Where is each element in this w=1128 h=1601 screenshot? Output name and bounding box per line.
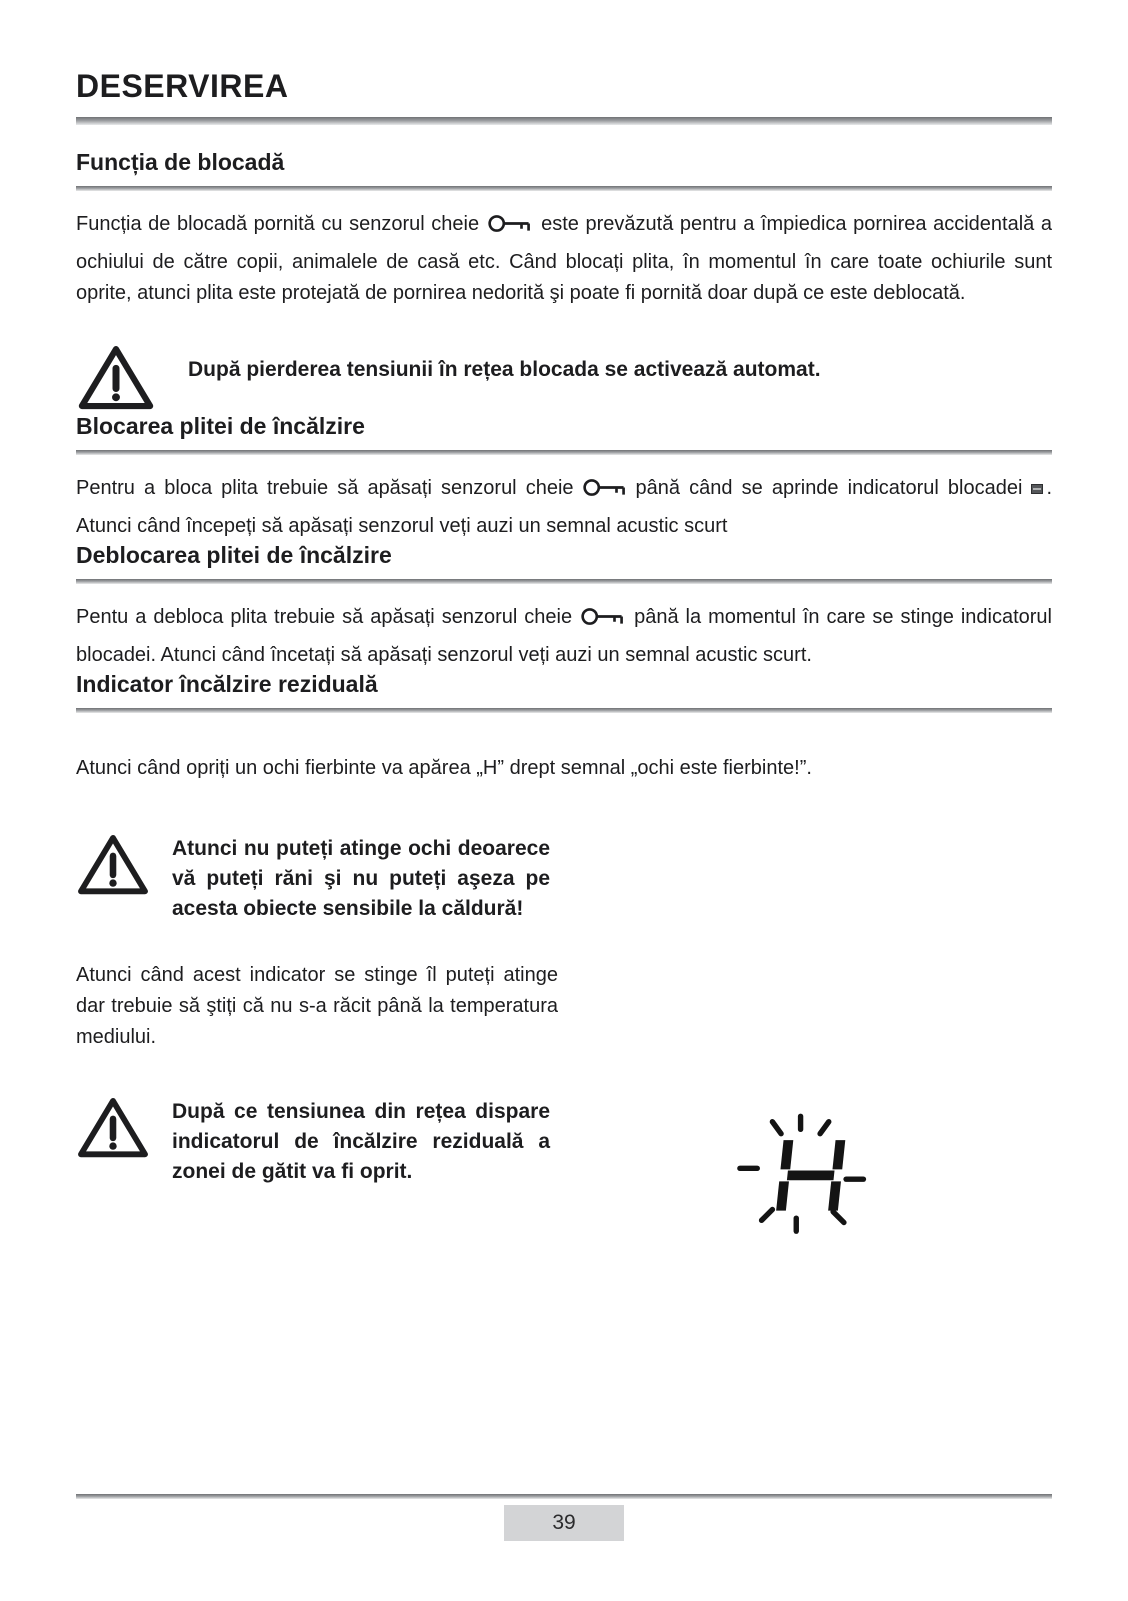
warning-triangle-icon xyxy=(76,832,150,898)
unblocking-paragraph xyxy=(76,602,1052,671)
blocking-paragraph-part1: Pentru a bloca plita trebuie să apăsați senzorul cheie xyxy=(76,477,574,499)
residual-heat-display-icon xyxy=(722,1112,890,1242)
lock-paragraph-part3: Când blocați plita, în momentul în care toate ochiurile sunt oprite, atunci plita este protejată de pornirea nedorită şi poate fi pornită doar după ce este deblocată. xyxy=(76,251,1053,304)
warning-triangle-icon xyxy=(76,343,156,413)
unblocking-paragraph-part2: până la momentul în care se stinge indicatorul blocadei. Atunci când încetați să apăsați senzorul veți auzi un semnal acustic scurt. xyxy=(76,606,1053,666)
section-heading-lock-function: Funcția de blocadă xyxy=(76,149,285,175)
unblocking-paragraph-part1: Pentu a debloca plita trebuie să apăsați senzorul cheie xyxy=(76,606,573,628)
heading-divider-bar xyxy=(76,186,1052,191)
page-number-box xyxy=(504,1505,624,1541)
residual-heat-paragraph1: Atunci când opriți un ochi fierbinte va apărea „H” drept semnal „ochi este fierbinte!”. xyxy=(76,757,812,779)
blocking-paragraph-part2: până când se aprinde indicatorul blocadei xyxy=(635,477,1023,499)
lock-function-paragraph xyxy=(76,209,1052,309)
key-sensor-icon xyxy=(582,474,628,511)
footer-divider-bar xyxy=(76,1494,1052,1499)
residual-heat-paragraph2: Atunci când acest indicator se stinge îl puteți atinge dar trebuie să ştiți că nu s-a răcit până la temperatura mediului. xyxy=(76,964,558,1048)
page-title: DESERVIREA xyxy=(76,68,289,104)
lock-paragraph-part2: este prevăzută pentru a împiedica pornirea accidentală a ochiului de către copii, animalele de casă etc. xyxy=(76,213,1052,273)
blocking-paragraph xyxy=(76,473,1052,542)
heading-divider-bar xyxy=(76,450,1052,455)
warning-text-hot-surface: Atunci nu puteți atinge ochi deoarece vă puteți răni şi nu puteți aşeza pe acesta obiecte sensibile la căldură! xyxy=(172,837,550,920)
heading-divider-bar xyxy=(76,708,1052,713)
page-number: 39 xyxy=(552,1511,576,1534)
blocking-paragraph-part3: . Atunci când începeți să apăsați senzorul veți auzi un semnal acustic scurt xyxy=(76,477,1052,537)
warning-triangle-icon xyxy=(76,1095,150,1161)
section-heading-blocking: Blocarea plitei de încălzire xyxy=(76,413,365,439)
warning-block-hot-surface xyxy=(76,832,1052,924)
section-heading-residual-heat: Indicator încălzire reziduală xyxy=(76,671,378,697)
warning-block-power-loss xyxy=(76,1095,1052,1187)
key-sensor-icon xyxy=(487,210,533,247)
warning-text-power-loss: După ce tensiunea din rețea dispare indicatorul de încălzire reziduală a zonei de gătit va fi oprit. xyxy=(172,1100,550,1183)
lock-paragraph-part1: Funcția de blocadă pornită cu senzorul cheie xyxy=(76,213,480,235)
lock-indicator-icon xyxy=(1030,475,1044,506)
warning-text-auto-lock: După pierderea tensiunii în rețea blocada se activează automat. xyxy=(188,358,821,381)
heading-divider-bar xyxy=(76,579,1052,584)
section-heading-unblocking: Deblocarea plitei de încălzire xyxy=(76,542,392,568)
title-divider-bar xyxy=(76,117,1052,125)
warning-block-auto-lock xyxy=(76,343,1052,413)
key-sensor-icon xyxy=(580,603,626,640)
